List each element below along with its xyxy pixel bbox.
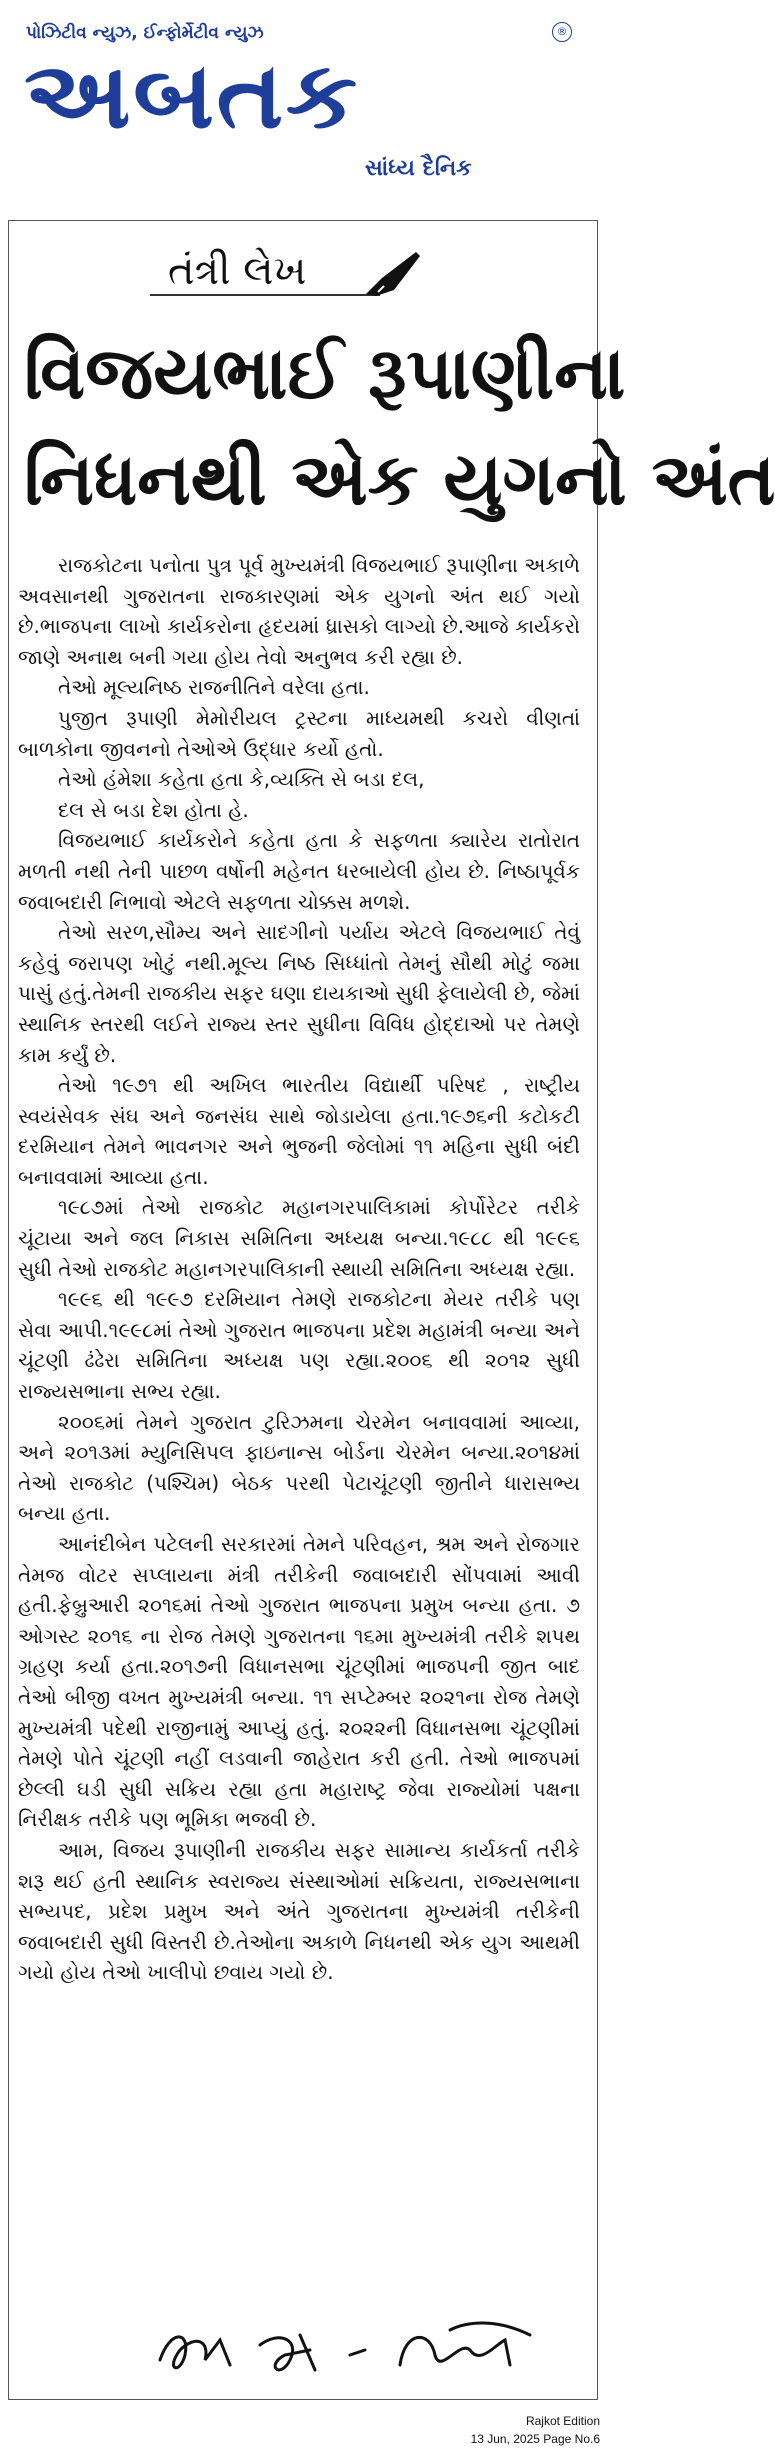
article-paragraph: ૧૯૯૬ થી ૧૯૯૭ દરમિયાન તેમણે રાજકોટના મેયર તરીકે પણ સેવા આપી.૧૯૯૮માં તેઓ ગુજરાત ભાજપના પ્રદેશ મહામંત્રી બન્યા અને ચૂંટણી ઢંઢેરા સમિતિના અધ્યક્ષ પણ રહ્યા.૨૦૦૬ થી ૨૦૧૨ સુધી રાજ્યસભાના સભ્ય રહ્યા. [18, 1287, 580, 1404]
article-paragraph: વિજયભાઈ કાર્યકરોને કહેતા હતા કે સફળતા ક્યારેય રાતોરાત મળતી નથી તેની પાછળ વર્ષોની મહેનત ધરબાયેલી હોય છે. નિષ્ઠાપૂર્વક જવાબદારી નિભાવો એટલે સફળતા ચોક્કસ મળશે. [18, 828, 580, 914]
masthead-subbrand: સાંધ્ય દૈનિક [365, 156, 472, 181]
editor-signature [150, 2310, 600, 2390]
masthead [0, 0, 608, 200]
section-label-text: તંત્રી લેખ [168, 248, 307, 294]
newspaper-logo: અબતક [24, 42, 360, 149]
article-paragraph: ૨૦૦૬માં તેમને ગુજરાત ટુરિઝમના ચેરમેન બનાવવામાં આવ્યા, અને ૨૦૧૩માં મ્યુનિસિપલ ફાઇનાન્સ બોર્ડના ચેરમેન બન્યા.૨૦૧૪માં તેઓ રાજકોટ (પશ્ચિમ) બેઠક પરથી પેટાચૂંટણી જીતીને ધારાસભ્ય બન્યા હતા. [18, 1409, 580, 1526]
article-paragraph: રાજકોટના પનોતા પુત્ર પૂર્વ મુખ્યમંત્રી વિજયભાઈ રૂપાણીના અકાળે અવસાનથી ગુજરાતના રાજકારણમાં એક યુગનો અંત થઈ ગયો છે.ભાજપના લાખો કાર્યકરોના હૃદયમાં ધ્રાસકો લાગ્યો છે.આજે કાર્યકરો જાણે અનાથ બની ગયા હોય તેવો અનુભવ કરી રહ્યા છે. [18, 553, 580, 669]
section-label [150, 238, 430, 304]
pen-nib-icon [364, 248, 424, 298]
section-label-underline [150, 294, 380, 296]
article-paragraph: તેઓ હંમેશા કહેતા હતા કે,વ્યક્તિ સે બડા દલ, [58, 767, 425, 792]
date-page-label: 13 Jun, 2025 Page No.6 [470, 2432, 600, 2446]
edition-label: Rajkot Edition [525, 2414, 600, 2428]
article-paragraph: દલ સે બડા દેશ હોતા હે. [58, 797, 249, 822]
headline-line-1: વિજયભાઈ રૂપાણીના [24, 331, 626, 415]
article-paragraph: આમ, વિજય રૂપાણીની રાજકીય સફર સામાન્ય કાર્યકર્તા તરીકે શરૂ થઈ હતી સ્થાનિક સ્વરાજ્ય સંસ્થાઓમાં સક્રિયતા, રાજ્યસભાના સભ્યપદ, પ્રદેશ પ્રમુખ અને અંતે ગુજરાતના મુખ્યમંત્રી તરીકેની જવાબદારી સુધી વિસ્તરી છે.તેઓના અકાળે નિધનથી એક યુગ આથમી ગયો હોય તેઓ ખાલીપો છવાય ગયો છે. [18, 1837, 580, 1985]
article-paragraph: તેઓ સરળ,સૌમ્ય અને સાદગીનો પર્યાય એટલે વિજયભાઈ તેવું કહેવું જરાપણ ખોટું નથી.મૂલ્ય નિષ્ઠ સિધ્ધાંતો તેમનું સૌથી મોટું જમા પાસું હતું.તેમની રાજકીય સફર ઘણા દાયકાઓ સુધી ફેલાયેલી છે, જેમાં સ્થાનિક સ્તરથી લઈને રાજ્ય સ્તર સુધીના વિવિધ હોદ્દાઓ પર તેમણે કામ કર્યું છે. [18, 920, 580, 1067]
article-headline [24, 320, 775, 535]
article-paragraph: તેઓ ૧૯૭૧ થી અખિલ ભારતીય વિદ્યાર્થી પરિષદ , રાષ્ટ્રીય સ્વયંસેવક સંઘ અને જનસંઘ સાથે જોડાયેલા હતા.૧૯૭૬ની કટોકટી દરમિયાન તેમને ભાવનગર અને ભુજની જેલોમાં ૧૧ મહિના સુધી બંદી બનાવવામાં આવ્યા હતા. [18, 1073, 580, 1189]
masthead-tagline: પોઝિટીવ ન્યુઝ, ઈન્ફોર્મેટીવ ન્યુઝ [26, 23, 264, 43]
article-paragraph: તેઓ મૂલ્યનિષ્ઠ રાજનીતિને વરેલા હતા. [58, 675, 370, 700]
article-paragraph: આનંદીબેન પટેલની સરકારમાં તેમને પરિવહન, શ્રમ અને રોજગાર તેમજ વોટર સપ્લાયના મંત્રી તરીકેની જવાબદારી સોંપવામાં આવી હતી.ફેબ્રુઆરી ૨૦૧૬માં તેઓ ગુજરાત ભાજપના પ્રમુખ બન્યા હતા. ૭ ઓગસ્ટ ૨૦૧૬ ના રોજ તેમણે ગુજરાતના ૧૬મા મુખ્યમંત્રી તરીકે શપથ ગ્રહણ કર્યા હતા.૨૦૧૭ની વિધાનસભા ચૂંટણીમાં ભાજપની જીત બાદ તેઓ બીજી વખત મુખ્યમંત્રી બન્યા. ૧૧ સપ્ટેમ્બર ૨૦૨૧ના રોજ તેમણે મુખ્યમંત્રી પદેથી રાજીનામું આપ્યું હતું. ૨૦૨૨ની વિધાનસભા ચૂંટણીમાં તેમણે પોતે ચૂંટણી નહીં લડવાની જાહેરાત કરી હતી. તેઓ ભાજપમાં છેલ્લી ઘડી સુધી સક્રિય રહ્યા હતા મહારાષ્ટ્ર જેવા રાજ્યોમાં પક્ષના નિરીક્ષક તરીકે પણ ભૂમિકા ભજવી છે. [18, 1532, 580, 1832]
registered-trademark-icon: ® [552, 22, 572, 42]
article-paragraph: ૧૯૮૭માં તેઓ રાજકોટ મહાનગરપાલિકામાં કોર્પોરેટર તરીકે ચૂંટાયા અને જલ નિકાસ સમિતિના અધ્યક્ષ બન્યા.૧૯૮૮ થી ૧૯૯૬ સુધી તેઓ રાજકોટ મહાનગરપાલિકાની સ્થાયી સમિતિના અધ્યક્ષ રહ્યા. [18, 1195, 580, 1281]
article-paragraph: પુજીત રૂપાણી મેમોરીયલ ટ્રસ્ટના માધ્યમથી કચરો વીણતાં બાળકોના જીવનનો તેઓએ ઉદ્ધાર કર્યો હતો. [18, 705, 580, 761]
headline-line-2: નિધનથી એક યુગનો અંત [24, 437, 775, 521]
article-body [18, 550, 580, 2250]
